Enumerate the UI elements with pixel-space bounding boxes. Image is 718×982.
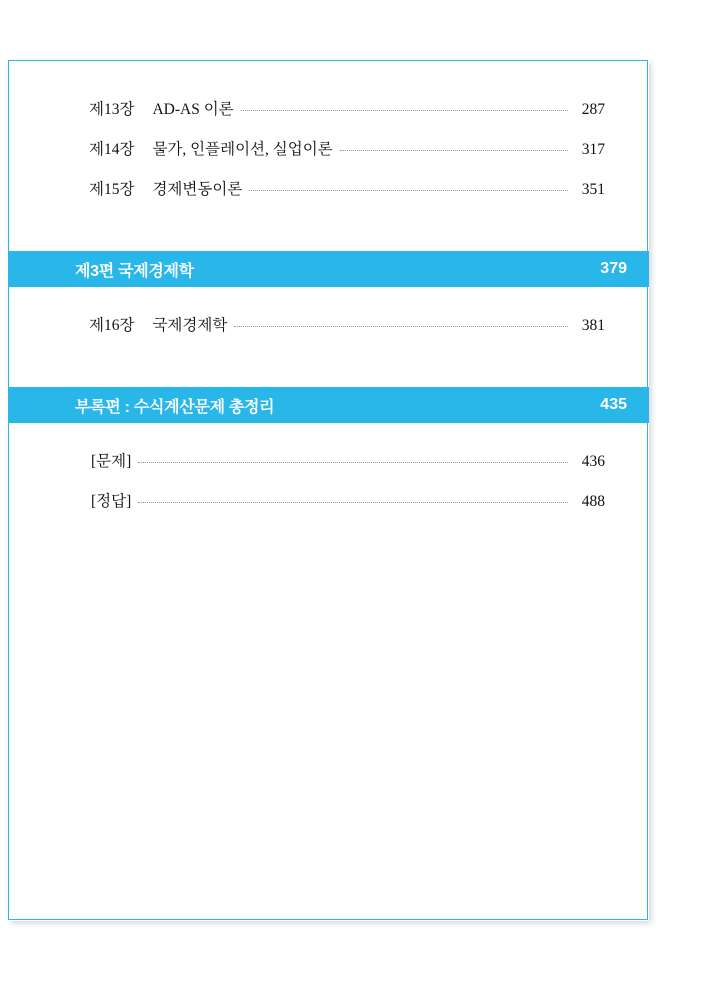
- chapter-number: 제14장: [89, 141, 135, 158]
- chapter-title: 물가, 인플레이션, 실업이론: [152, 141, 333, 158]
- chapter-number: 제15장: [89, 181, 135, 198]
- part-banner-title: 부록편 : 수식계산문제 총정리: [75, 398, 275, 416]
- toc-entry[interactable]: [89, 97, 605, 137]
- part-banner-title: 제3편 국제경제학: [75, 262, 194, 280]
- leader-dots: [138, 501, 568, 503]
- leader-dots: [241, 109, 568, 111]
- after-banner-spacer: [9, 287, 649, 313]
- toc-entry[interactable]: [91, 449, 605, 489]
- after-banner-spacer: [9, 423, 649, 449]
- leader-dots: [340, 149, 568, 151]
- chapter-title: 경제변동이론: [152, 181, 243, 198]
- top-spacer: [9, 61, 649, 97]
- toc-entry[interactable]: [91, 489, 605, 529]
- toc-entry[interactable]: [89, 313, 605, 353]
- chapter-page: 351: [581, 181, 605, 198]
- leader-dots: [234, 325, 568, 327]
- part-banner-appendix[interactable]: [9, 387, 649, 423]
- appendix-item-title: [문제]: [91, 453, 132, 470]
- appendix-item-page: 488: [581, 493, 605, 510]
- toc-entry[interactable]: [89, 177, 605, 217]
- appendix-item-page: 436: [581, 453, 605, 470]
- chapter-page: 287: [581, 101, 605, 118]
- part-banner-part3[interactable]: [9, 251, 649, 287]
- chapter-title: AD-AS 이론: [152, 101, 234, 118]
- toc-content: [9, 61, 649, 921]
- part-banner-page: 379: [600, 260, 627, 277]
- section-spacer: [9, 217, 649, 251]
- section-spacer: [9, 353, 649, 387]
- toc-entry[interactable]: [89, 137, 605, 177]
- chapter-title: 국제경제학: [152, 317, 228, 334]
- toc-page: [8, 60, 648, 920]
- chapter-number: 제16장: [89, 317, 135, 334]
- chapter-page: 317: [581, 141, 605, 158]
- chapter-page: 381: [581, 317, 605, 334]
- appendix-item-title: [정답]: [91, 493, 132, 510]
- leader-dots: [249, 189, 568, 191]
- leader-dots: [138, 461, 568, 463]
- chapter-number: 제13장: [89, 101, 135, 118]
- part-banner-page: 435: [600, 396, 627, 413]
